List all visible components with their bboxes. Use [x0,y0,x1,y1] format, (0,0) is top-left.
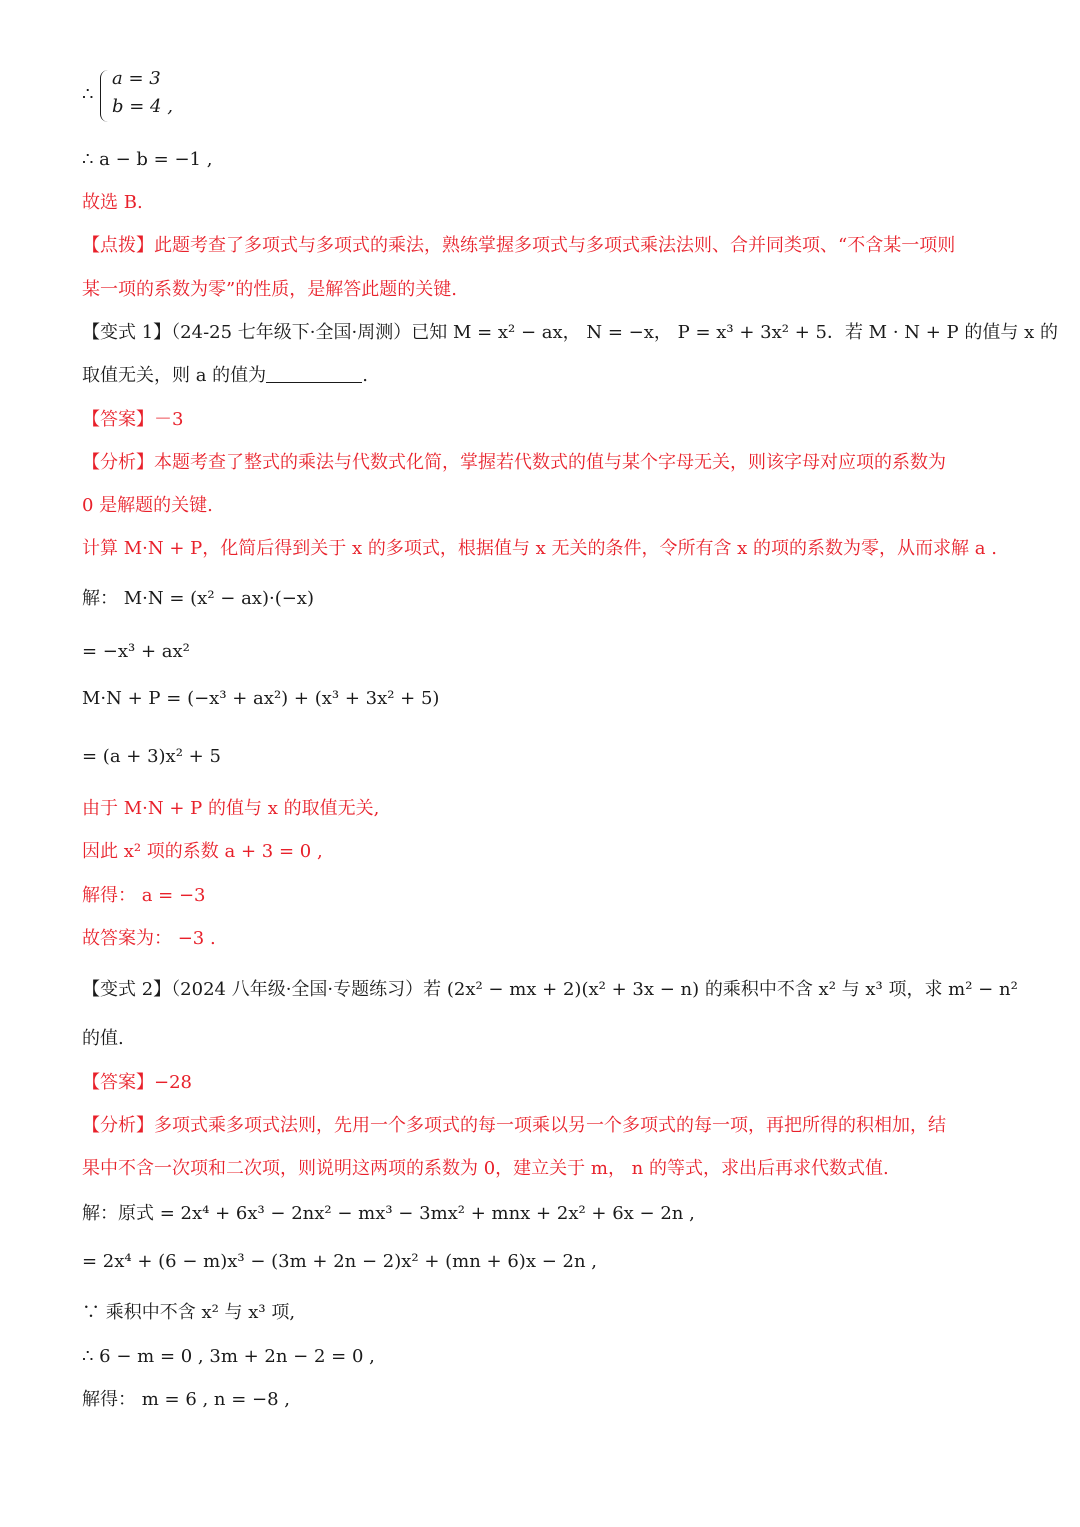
text-line-var1-q1 [82,321,1058,345]
line-text: 【变式 1】（24-25 七年级下·全国·周测）已知 M = x² − ax， N = −x， P = x³ + 3x² + 5．若 M · N + P 的值与 x 的 [82,322,1058,343]
line-text: 【分析】本题考查了整式的乘法与代数式化简，掌握若代数式的值与某个字母无关，则该字母对应项的系数为 [82,452,946,473]
text-line-choose-b [82,191,1010,215]
line-text: 解得： a = −3 [82,885,206,906]
line-text: 【分析】多项式乘多项式法则，先用一个多项式的每一项乘以另一个多项式的每一项，再把所得的积相加，结 [82,1115,946,1136]
text-line-var1-analysis-2 [82,494,1010,518]
line-text: 【变式 2】（2024 八年级·全国·专题练习）若 (2x² − mx + 2)(x² + 3x − n) 的乘积中不含 x² 与 x³ 项，求 m² − n² [82,979,1018,1000]
equation-system [82,66,282,126]
text-line-var2-sol-5 [82,1388,1010,1412]
therefore-symbol: ∴ [82,84,94,105]
text-line-tip-2 [82,278,1010,302]
text-line-var1-sol-5 [82,797,1010,821]
text-line-var2-q2 [82,1027,1010,1051]
answer-blank[interactable] [266,364,362,383]
line-text: = 2x⁴ + (6 − m)x³ − (3m + 2n − 2)x² + (mn + 6)x − 2n , [82,1251,597,1272]
line-text: 的值. [82,1028,124,1049]
line-text: 某一项的系数为零”的性质，是解答此题的关键. [82,279,457,300]
line-text: ∴ a − b = −1 , [82,149,213,170]
text-line-var2-sol-2 [82,1250,1010,1274]
line-text: = (a + 3)x² + 5 [82,746,221,767]
text-line-var1-q2: 取值无关，则 a 的值为 . [82,365,368,386]
text-line-var1-analysis-3 [82,537,1010,561]
text-line-var2-sol-4 [82,1345,1010,1369]
left-brace [100,70,111,122]
line-text: = −x³ + ax² [82,641,190,662]
text-line-var1-sol-1 [82,587,1010,611]
text-line-var2-sol-1 [82,1202,1010,1226]
text-line-var1-sol-4 [82,745,1010,769]
text-line-var1-sol-3 [82,687,1010,711]
text-line-var1-sol-7 [82,884,1010,908]
line-text: 解： M·N = (x² − ax)·(−x) [82,588,314,609]
line-text: 【答案】−28 [82,1072,192,1093]
line-text: 【点拨】此题考查了多项式与多项式的乘法，熟练掌握多项式与多项式乘法法则、合并同类项、“不含某一项则 [82,235,956,256]
line-text: M·N + P = (−x³ + ax²) + (x³ + 3x² + 5) [82,688,440,709]
line-text: 由于 M·N + P 的值与 x 的取值无关, [82,798,380,819]
line-text: 计算 M·N + P，化简后得到关于 x 的多项式，根据值与 x 无关的条件，令所有含 x 的项的系数为零，从而求解 a . [82,538,997,559]
text-line-var1-sol-2 [82,640,1010,664]
line-text: 果中不含一次项和二次项，则说明这两项的系数为 0，建立关于 m， n 的等式，求出后再求代数式值. [82,1158,889,1179]
equation-a: a = 3 [112,68,161,89]
line-text: 故答案为： −3 . [82,928,216,949]
line-text: 因此 x² 项的系数 a + 3 = 0 , [82,841,323,862]
line-text: 【答案】－3 [82,409,184,430]
text-line-var2-answer [82,1071,1010,1095]
text-line-var1-sol-6 [82,840,1010,864]
line-text: 解得： m = 6 , n = −8 , [82,1389,291,1410]
text-line-var2-analysis-1 [82,1114,1010,1138]
text-line-var1-analysis-1 [82,451,1010,475]
line-text: 故选 B. [82,192,143,213]
text-line-tip-1 [82,234,1010,258]
line-text: 0 是解题的关键. [82,495,213,516]
text-line-result-ab [82,148,1010,172]
text-line-var2-analysis-2 [82,1157,1010,1181]
line-text: 取值无关，则 a 的值为 [82,365,267,386]
text-line-var2-q1 [82,978,1018,1002]
line-text: 解：原式 = 2x⁴ + 6x³ − 2nx² − mx³ − 3mx² + mnx + 2x² + 6x − 2n , [82,1203,695,1224]
line-text: ∴ 6 − m = 0 , 3m + 2n − 2 = 0 , [82,1346,375,1367]
equation-b: b = 4 , [112,96,173,117]
line-text: ∵ 乘积中不含 x² 与 x³ 项, [82,1302,296,1323]
text-line-var2-sol-3 [82,1301,1010,1325]
text-line-var1-sol-8 [82,927,1010,951]
text-line-var1-answer [82,408,1010,432]
